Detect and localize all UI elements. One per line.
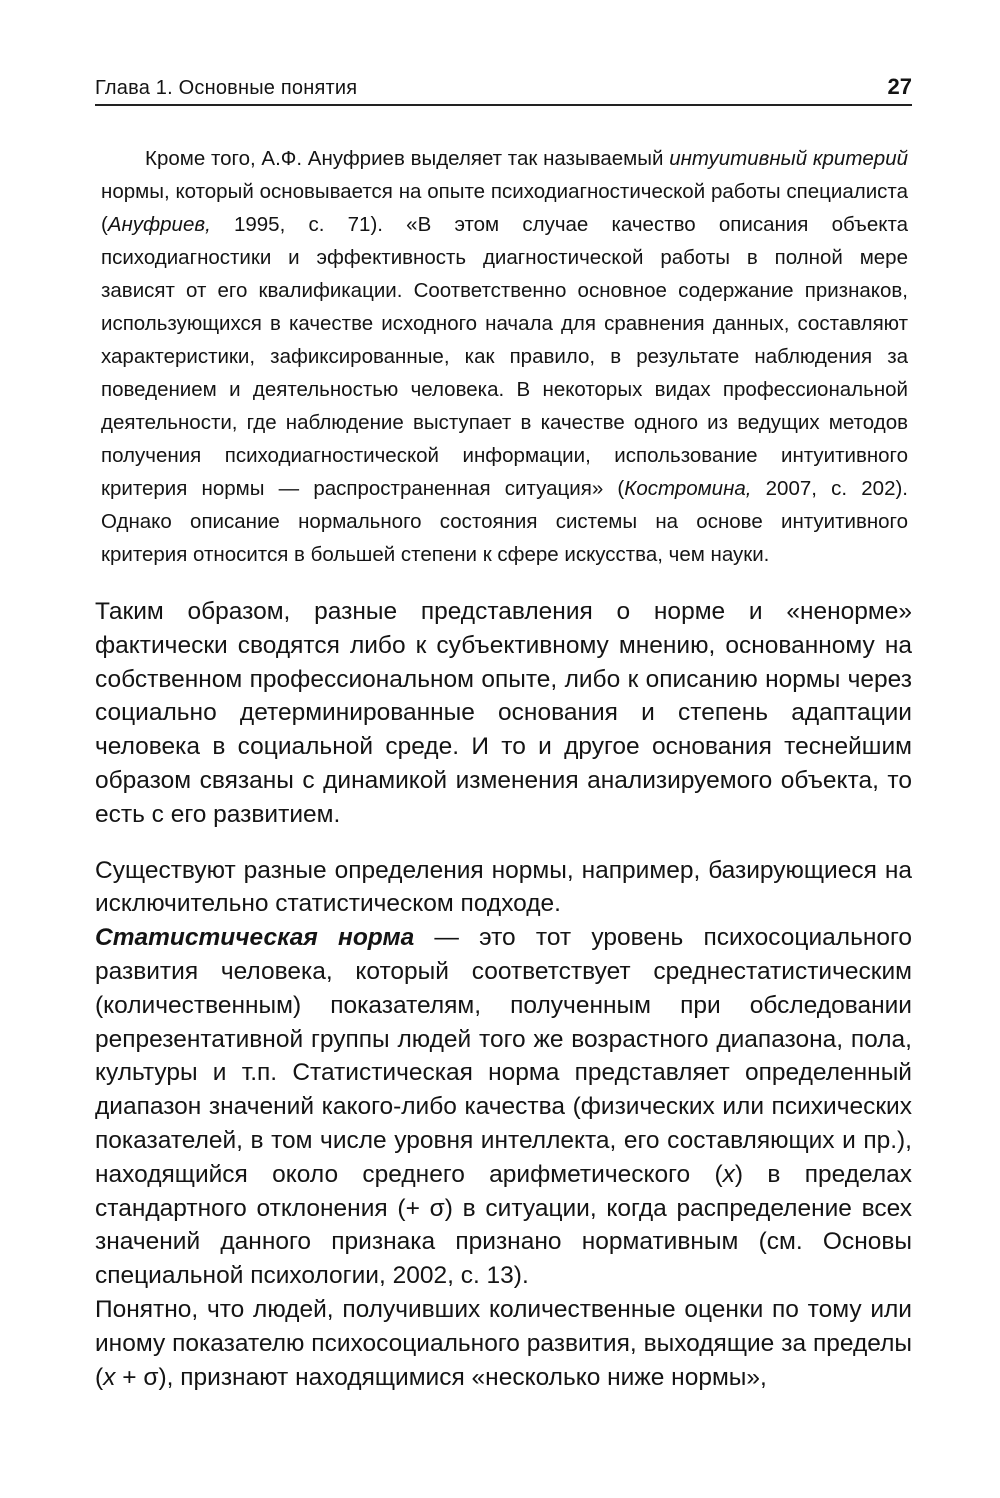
page-number: 27 <box>887 74 912 99</box>
quote-text-2: нормы, который основывается на опыте психодиагностической работы специалиста ( <box>101 180 908 236</box>
paragraph-1: Таким образом, разные представления о норме и «ненорме» фактически сводятся либо к субъективному мнению, основанному на собственном профессиональном опыте, либо к описанию нормы через социально детерминированные основания и степень адаптации человека в социальной среде. И то и другое основания теснейшим образом связаны с динамикой изменения анализируемого объекта, то есть с его развитием. <box>95 598 912 828</box>
quote-text-3: 1995, с. 71). «В этом случае качество описания объекта психодиагностики и эффективность диагностической работы в полной мере зависят от его квалификации. Соответственно основное содержание признаков, использующихся в качестве исходного начала для сравнения данных, составляют характеристики, зафиксированные, как правило, в результате наблюдения за поведением и деятельностью человека. В некоторых видах профессиональной деятельности, где наблюдение выступает в качестве одного из ведущих методов получения психодиагностической информации, использование интуитивного критерия нормы — распространенная ситуация» ( <box>101 213 908 500</box>
quote-citation-author-2: Костромина, <box>624 477 752 500</box>
paragraph-3 <box>95 921 912 1293</box>
quote-emphasis-term: интуитивный критерий <box>669 147 908 170</box>
main-text <box>95 595 912 1394</box>
chapter-title: Глава 1. Основные понятия <box>95 77 358 99</box>
quote-paragraph <box>101 142 908 571</box>
mean-symbol-2: x <box>103 1363 116 1391</box>
quote-text-4: 2007, с. 202). Однако описание нормального состояния системы на основе интуитивного критерия относится в большей степени к сфере искусства, чем науки. <box>101 477 908 566</box>
paragraph-3-text-2: ) в пределах стандартного отклонения (+ σ) в ситуации, когда распределение всех значений данного признака признано нормативным (см. Основы специальной психологии, 2002, с. 13). <box>95 1160 912 1290</box>
term-statistical-norm: Статистическая норма <box>95 924 415 952</box>
quote-block <box>95 142 912 571</box>
paragraph-2: Существуют разные определения нормы, например, базирующиеся на исключительно статистическом подходе. <box>95 856 912 918</box>
mean-symbol: x <box>722 1160 735 1188</box>
paragraph-4 <box>95 1293 912 1394</box>
paragraph-4-text: Понятно, что людей, получивших количественные оценки по тому или иному показателю психосоциального развития, выходящие за пределы ( <box>95 1295 912 1391</box>
running-head <box>95 74 912 106</box>
paragraph-3-text: — это тот уровень психосоциального развития человека, который соответствует среднестатистическим (количественным) показателям, полученным при обследовании репрезентативной группы людей того же возрастного диапазона, пола, культуры и т.п. Статистическая норма представляет определенный диапазон значений какого-либо качества (физических или психических показателей, в том числе уровня интеллекта, его составляющих и пр.), находящийся около среднего арифметического ( <box>95 924 913 1188</box>
paragraph-4-text-2: + σ), признают находящимися «несколько ниже нормы», <box>115 1363 767 1391</box>
quote-text-1: Кроме того, А.Ф. Ануфриев выделяет так называемый <box>145 147 670 170</box>
quote-citation-author-1: Ануфриев, <box>107 213 211 236</box>
